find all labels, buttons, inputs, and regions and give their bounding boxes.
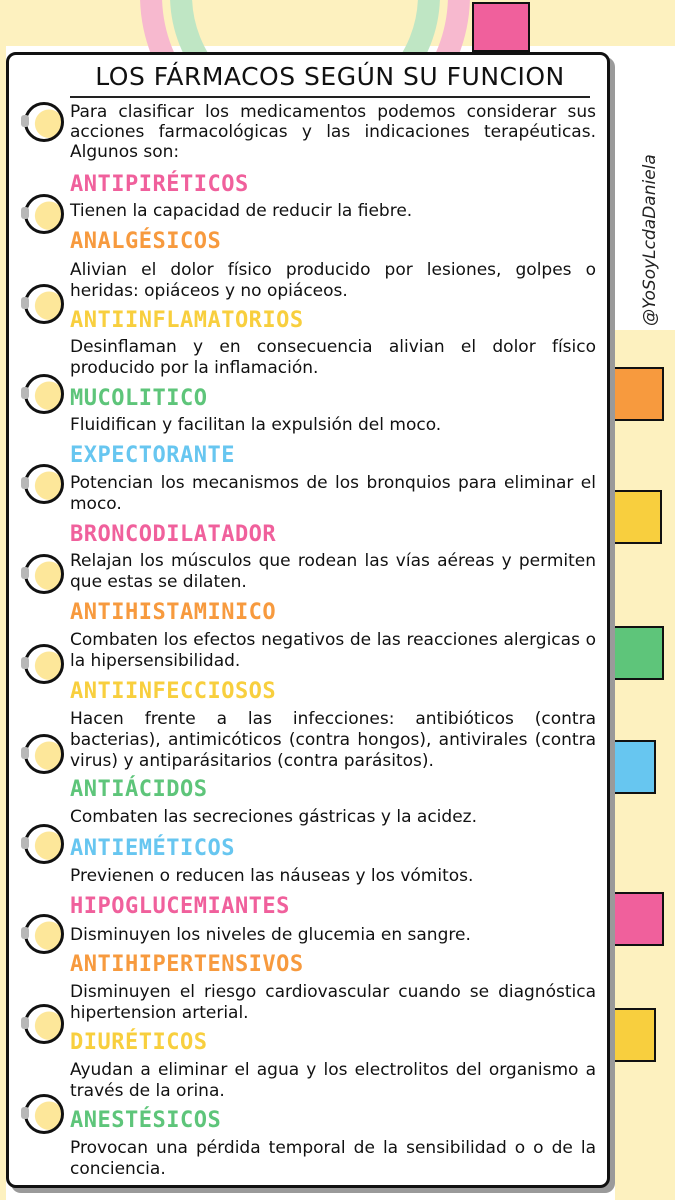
section-text: Combaten los efectos negativos de las reacciones alergicas o la hipersensibilidad.: [70, 630, 596, 671]
green-tab: [604, 626, 664, 680]
section-text: Combaten las secreciones gástricas y la acidez.: [70, 807, 477, 827]
binder-ring: [24, 644, 64, 684]
author-handle: @YoSoyLcdaDaniela: [640, 154, 660, 326]
pink-tab: [472, 2, 530, 52]
section-text: Previenen o reducen las náuseas y los vómitos.: [70, 866, 474, 886]
section-heading: ANTIINFECCIOSOS: [70, 679, 277, 704]
section-text: Ayudan a eliminar el agua y los electrolitos del organismo a través de la orina.: [70, 1060, 596, 1101]
section-heading: ANTIHIPERTENSIVOS: [70, 952, 304, 977]
section-heading: EXPECTORANTE: [70, 443, 235, 468]
binder-ring: [24, 374, 64, 414]
section-heading: MUCOLITICO: [70, 386, 208, 411]
binder-ring: [24, 284, 64, 324]
section-text: Tienen la capacidad de reducir la fiebre.: [70, 201, 413, 221]
section-text: Disminuyen el riesgo cardiovascular cuando se diagnóstica hipertension arterial.: [70, 982, 596, 1023]
section-heading: ANTIHISTAMINICO: [70, 600, 277, 625]
section-text: Potencian los mecanismos de los bronquios para eliminar el moco.: [70, 473, 596, 514]
binder-ring: [24, 194, 64, 234]
binder-ring: [24, 914, 64, 954]
section-text: Desinflaman y en consecuencia alivian el dolor físico producido por la inflamación.: [70, 337, 596, 378]
section-text: Provocan una pérdida temporal de la sensibilidad o o de la conciencia.: [70, 1138, 596, 1179]
section-text: Fluidifican y facilitan la expulsión del moco.: [70, 415, 442, 435]
blue-tab: [604, 740, 656, 794]
binder-ring: [24, 824, 64, 864]
section-heading: ANESTÉSICOS: [70, 1108, 222, 1133]
binder-ring: [24, 464, 64, 504]
section-heading: ANALGÉSICOS: [70, 229, 222, 254]
binder-ring: [24, 734, 64, 774]
section-heading: ANTIPIRÉTICOS: [70, 172, 249, 197]
binder-ring: [24, 102, 64, 142]
intro-text: Para clasificar los medicamentos podemos considerar sus acciones farmacológicas y las indicaciones terapéuticas. Algunos son:: [70, 102, 596, 162]
binder-ring: [24, 554, 64, 594]
binder-ring: [24, 1094, 64, 1134]
section-heading: BRONCODILATADOR: [70, 522, 277, 547]
page-title: LOS FÁRMACOS SEGÚN SU FUNCION: [95, 62, 565, 91]
section-text: Hacen frente a las infecciones: antibióticos (contra bacterias), antimicóticos (contra hongos), antivirales (contra virus) y antiparásitarios (contra parásitos).: [70, 709, 596, 771]
section-text: Alivian el dolor físico producido por lesiones, golpes o heridas: opiáceos y no opiáceos.: [70, 260, 596, 301]
section-heading: ANTIEMÉTICOS: [70, 836, 235, 861]
orange-tab: [604, 367, 664, 421]
binder-ring: [24, 1004, 64, 1044]
yellow-tab: [604, 490, 662, 544]
section-heading: ANTIÁCIDOS: [70, 777, 208, 802]
section-text: Relajan los músculos que rodean las vías aéreas y permiten que estas se dilaten.: [70, 551, 596, 592]
section-text: Disminuyen los niveles de glucemia en sangre.: [70, 925, 471, 945]
section-heading: HIPOGLUCEMIANTES: [70, 894, 290, 919]
title-underline: [70, 96, 590, 98]
pink-tab: [604, 892, 664, 946]
section-heading: ANTIINFLAMATORIOS: [70, 308, 304, 333]
yellow-tab: [604, 1008, 656, 1062]
section-heading: DIURÉTICOS: [70, 1030, 208, 1055]
